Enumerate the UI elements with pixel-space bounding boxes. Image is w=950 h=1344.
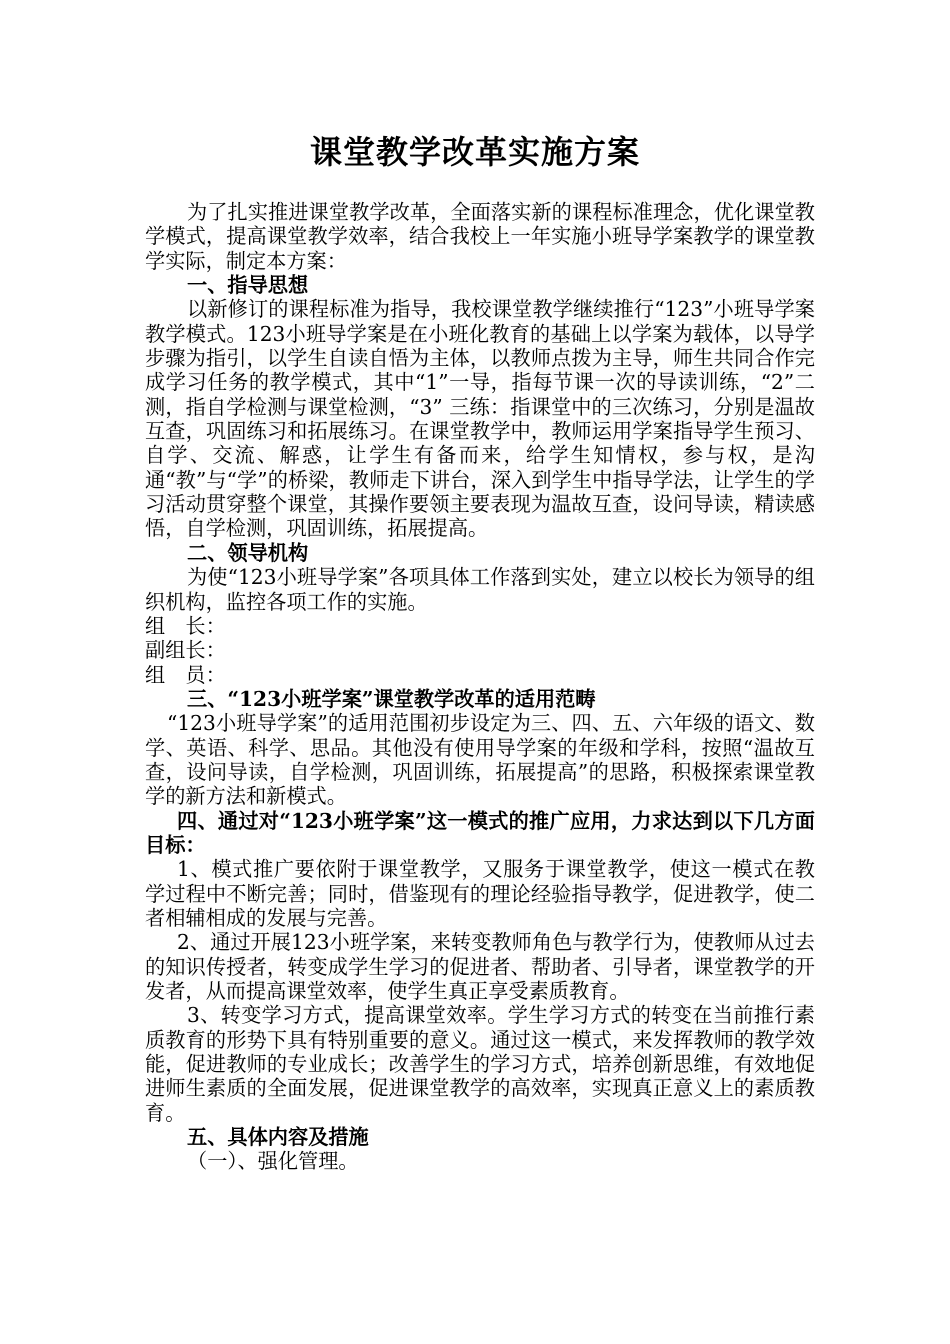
section-heading-leadership: 二、领导机构 bbox=[187, 540, 309, 565]
goal-item-1: 1、模式推广要依附于课堂教学，又服务于课堂教学，使这一模式在教学过程中不断完善；同时，借鉴现有的理论经验指导教学，促进教学，使二者相辅相成的发展与完善。 bbox=[145, 857, 815, 930]
intro-paragraph: 为了扎实推进课堂教学改革，全面落实新的课程标准理念，优化课堂教学模式，提高课堂教学效率，结合我校上一年实施小班导学案教学的课堂教学实际，制定本方案： bbox=[145, 200, 815, 273]
deputy-leader-line: 副组长： bbox=[145, 638, 226, 663]
document-title: 课堂教学改革实施方案 bbox=[309, 133, 640, 171]
goal-item-3: 3、转变学习方式，提高课堂效率。学生学习方式的转变在当前推行素质教育的形势下具有特别重要的意义。通过这一模式，来发挥教师的教学效能，促进教师的专业成长；改善学生的学习方式，培养创新思维，有效地促进师生素质的全面发展，促进课堂教学的高效率，实现真正意义上的素质教育。 bbox=[145, 1003, 815, 1125]
document-body bbox=[145, 200, 815, 1174]
leader-line: 组 长： bbox=[145, 613, 226, 638]
paragraph-leadership: 为使“123小班导学案”各项具体工作落到实处，建立以校长为领导的组织机构，监控各项工作的实施。 bbox=[145, 565, 815, 614]
goal-item-2: 2、通过开展123小班学案，来转变教师角色与教学行为，使教师从过去的知识传授者，转变成学生学习的促进者、帮助者、引导者，课堂教学的开发者，从而提高课堂效率，使学生真正享受素质教育。 bbox=[145, 930, 815, 1003]
section-heading-goals: 四、通过对“123小班学案”这一模式的推广应用，力求达到以下几方面目标： bbox=[145, 808, 815, 857]
member-line: 组 员： bbox=[145, 662, 226, 687]
subsection-heading-management: （一）、强化管理。 bbox=[187, 1149, 359, 1174]
paragraph-guiding-thought: 以新修订的课程标准为指导，我校课堂教学继续推行“123”小班导学案教学模式。123小班导学案是在小班化教育的基础上以学案为载体，以导学步骤为指引，以学生自读自悟为主体，以教师点拨为主导，师生共同合作完成学习任务的教学模式，其中“1”一导，指每节课一次的导读训练，“2”二测，指自学检测与课堂检测，“3” 三练：指课堂中的三次练习，分别是温故互查，巩固练习和拓展练习。在课堂教学中，教师运用学案指导学生预习、自学、交流、解惑，让学生有备而来，给学生知情权，参与权，是沟通“教”与“学”的桥梁，教师走下讲台，深入到学生中指导学法，让学生的学习活动贯穿整个课堂，其操作要领主要表现为温故互查，设问导读，精读感悟，自学检测，巩固训练，拓展提高。 bbox=[145, 297, 815, 541]
section-heading-guiding-thought: 一、指导思想 bbox=[187, 273, 309, 298]
section-heading-scope: 三、“123小班学案”课堂教学改革的适用范畴 bbox=[187, 686, 596, 711]
section-heading-measures: 五、具体内容及措施 bbox=[187, 1125, 369, 1150]
paragraph-scope: “123小班导学案”的适用范围初步设定为三、四、五、六年级的语文、数学、英语、科学、思品。其他没有使用导学案的年级和学科，按照“温故互查，设问导读，自学检测，巩固训练，拓展提高”的思路，积极探索课堂教学的新方法和新模式。 bbox=[145, 711, 815, 809]
